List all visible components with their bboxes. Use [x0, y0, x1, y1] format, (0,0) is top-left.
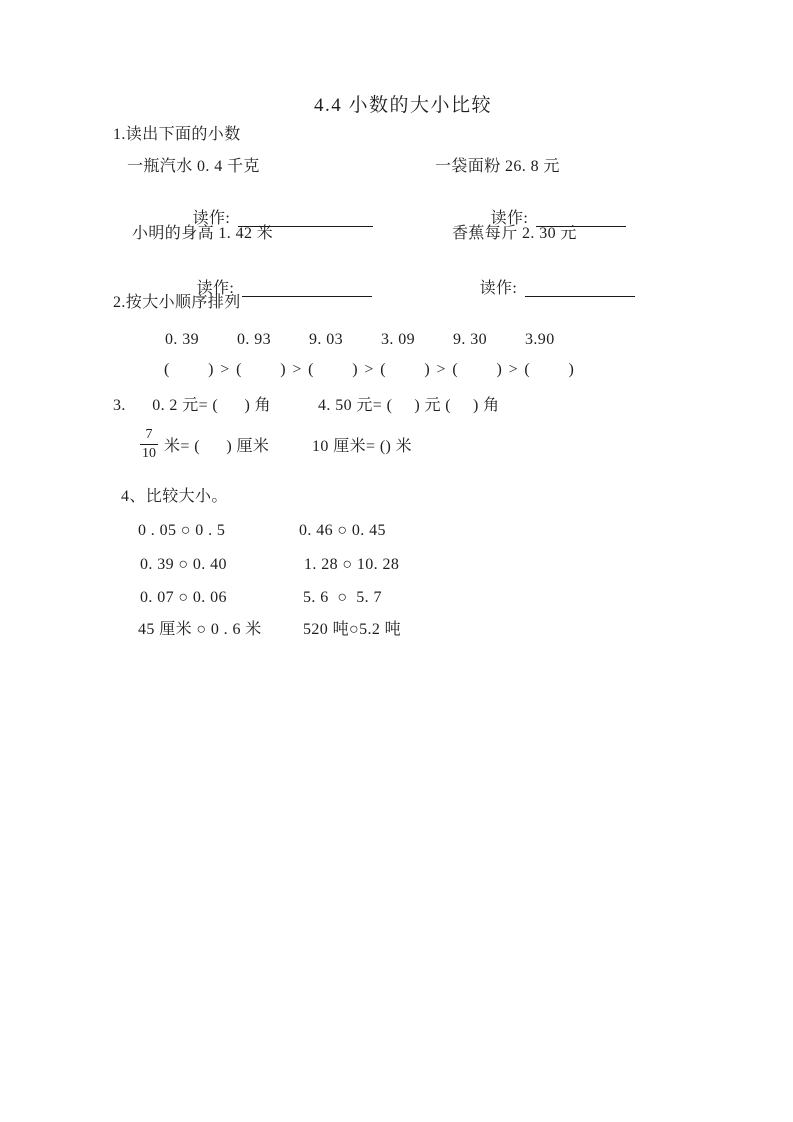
q2-heading: 2.按大小顺序排列	[113, 294, 241, 311]
q1-heading: 1.读出下面的小数	[113, 126, 241, 143]
q1-read-row-2-right	[462, 260, 635, 317]
q4-compare-right: 0. 46 ○ 0. 45	[299, 522, 386, 539]
q4-compare-right: 1. 28 ○ 10. 28	[304, 556, 400, 573]
q1-item-soda: 一瓶汽水 0. 4 千克	[127, 158, 260, 175]
read-as-label: 读作:	[479, 280, 518, 297]
fraction-seven-tenths	[140, 427, 158, 462]
q3-fraction-expression: 米= ( ) 厘米	[164, 438, 270, 455]
number-item: 9. 30	[453, 331, 487, 348]
answer-blank	[525, 283, 635, 297]
read-as-label: 读作:	[490, 210, 529, 227]
q2-answer-row: ( ) > ( ) > ( ) > ( ) > ( ) > ( )	[164, 361, 575, 378]
q4-heading: 4、比较大小。	[121, 488, 228, 505]
q1-item-flour: 一袋面粉 26. 8 元	[435, 158, 560, 175]
q1-item-height: 小明的身高 1. 42 米	[132, 225, 274, 242]
q4-compare-left: 45 厘米 ○ 0 . 6 米	[138, 621, 262, 638]
q3-right-expression: 4. 50 元= ( ) 元 ( ) 角	[318, 397, 500, 414]
q4-compare-right: 520 吨○5.2 吨	[303, 621, 402, 638]
number-item: 3.90	[525, 331, 555, 348]
q4-compare-left: 0. 39 ○ 0. 40	[140, 556, 227, 573]
number-item: 0. 39	[165, 331, 199, 348]
fraction-denominator: 10	[142, 446, 156, 462]
answer-blank	[242, 283, 372, 297]
number-item: 0. 93	[237, 331, 271, 348]
number-item: 9. 03	[309, 331, 343, 348]
q3-centimeter-expression: 10 厘米= () 米	[312, 438, 413, 455]
worksheet-title: 4.4 小数的大小比较	[314, 95, 493, 116]
number-item: 3. 09	[381, 331, 415, 348]
q4-compare-right: 5. 6 ○ 5. 7	[303, 589, 382, 606]
read-as-label: 读作:	[192, 210, 231, 227]
read-as-label: 读作:	[196, 280, 235, 297]
q2-number-list	[165, 330, 555, 349]
q3-left-expression: 3. 0. 2 元= ( ) 角	[113, 397, 272, 414]
fraction-numerator: 7	[145, 427, 153, 442]
q4-compare-left: 0 . 05 ○ 0 . 5	[138, 522, 226, 539]
q4-compare-left: 0. 07 ○ 0. 06	[140, 589, 227, 606]
q1-item-banana: 香蕉每斤 2. 30 元	[452, 225, 577, 242]
